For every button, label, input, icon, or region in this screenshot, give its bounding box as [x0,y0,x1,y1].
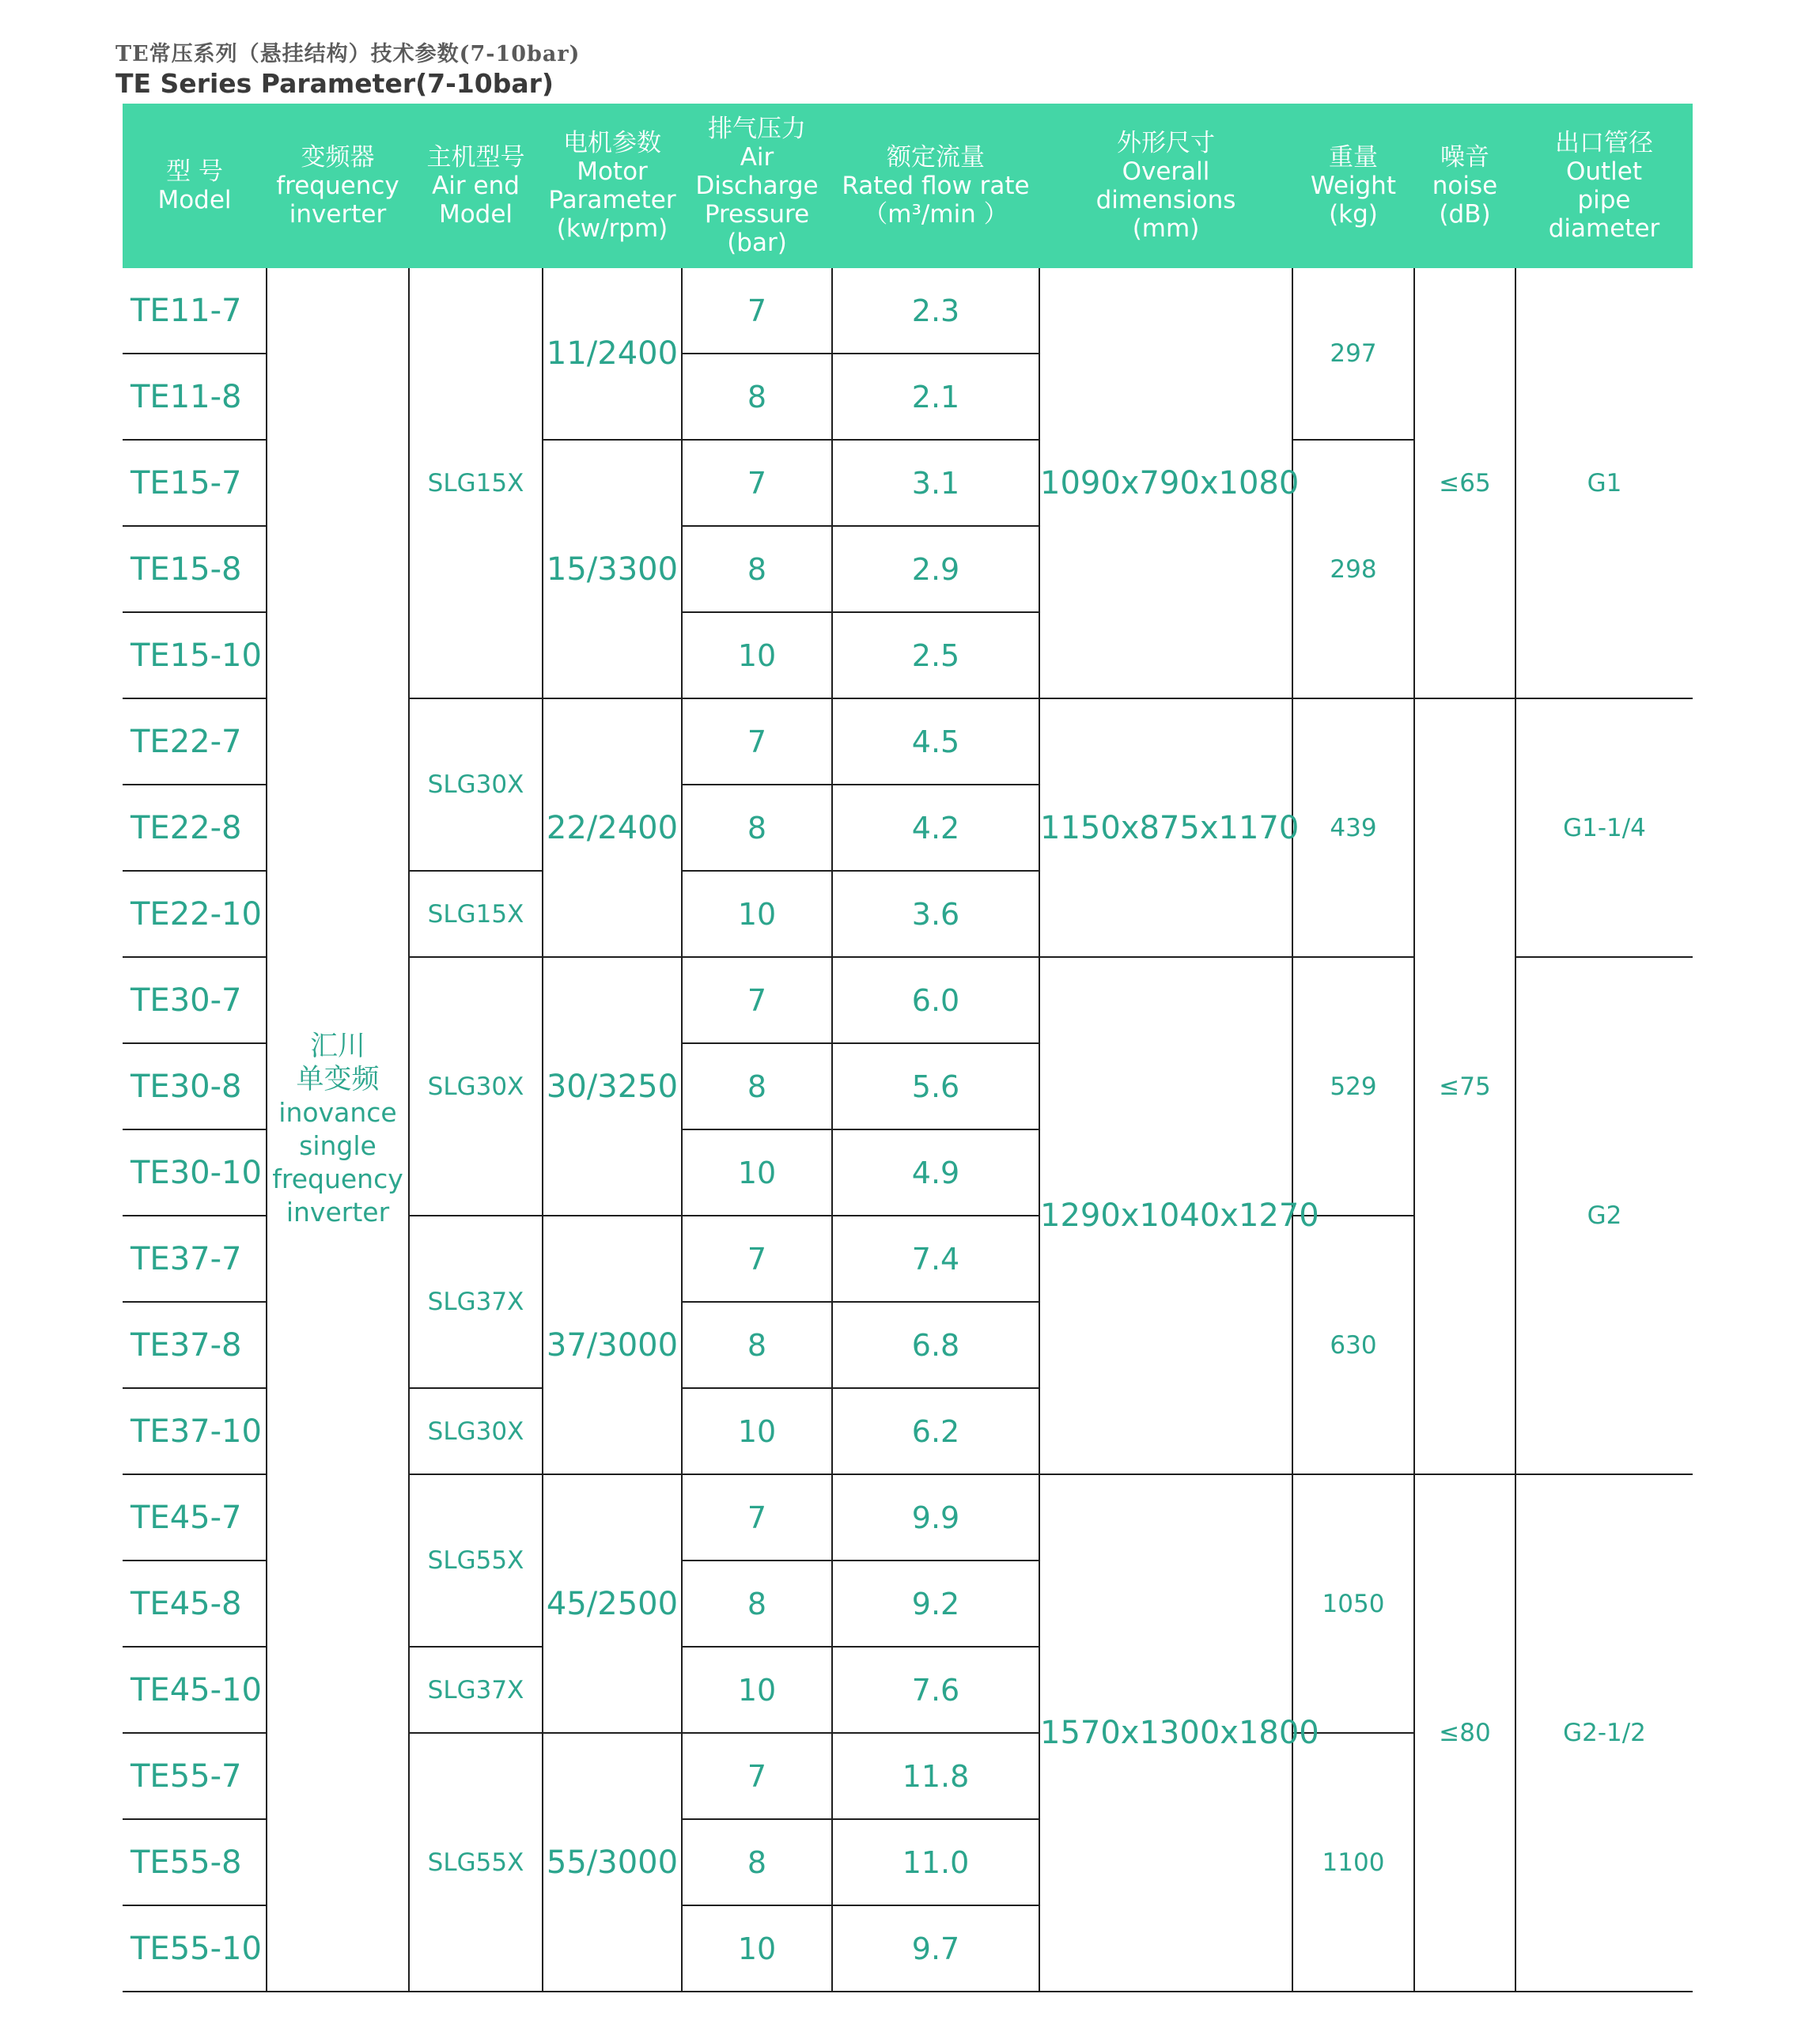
header-inverter: 变频器 frequency inverter [267,104,409,268]
model-cell: TE30-8 [123,1043,267,1129]
model-cell: TE15-7 [123,440,267,526]
airend-cell: SLG30X [409,957,543,1216]
header-flow: 额定流量 Rated flow rate （m³/min ） [832,104,1039,268]
flow-cell: 6.0 [832,957,1039,1043]
model-cell: TE30-7 [123,957,267,1043]
outlet-cell: G2-1/2 [1515,1474,1693,1992]
header-weight: 重量 Weight (kg) [1292,104,1414,268]
motor-cell: 11/2400 [543,268,682,440]
pressure-cell: 10 [682,1388,832,1474]
weight-cell: 1050 [1292,1474,1414,1733]
model-cell: TE30-10 [123,1129,267,1216]
header-dimensions: 外形尺寸 Overall dimensions (mm) [1039,104,1292,268]
pressure-cell: 7 [682,698,832,785]
model-cell: TE45-8 [123,1561,267,1647]
flow-cell: 4.2 [832,785,1039,871]
airend-cell: SLG55X [409,1474,543,1647]
pressure-cell: 7 [682,268,832,354]
flow-cell: 7.6 [832,1647,1039,1733]
motor-cell: 15/3300 [543,440,682,698]
model-cell: TE37-10 [123,1388,267,1474]
pressure-cell: 10 [682,871,832,957]
pressure-cell: 10 [682,1129,832,1216]
model-cell: TE22-7 [123,698,267,785]
dimensions-cell: 1570x1300x1800 [1039,1474,1292,1992]
header-pressure: 排气压力 Air Discharge Pressure (bar) [682,104,832,268]
model-cell: TE11-8 [123,354,267,440]
flow-cell: 6.2 [832,1388,1039,1474]
pressure-cell: 8 [682,785,832,871]
pressure-cell: 7 [682,957,832,1043]
airend-cell: SLG15X [409,871,543,957]
inverter-cell: 汇川 单变频 inovance single frequency inverter [267,268,409,1992]
flow-cell: 2.3 [832,268,1039,354]
model-cell: TE15-10 [123,612,267,698]
weight-cell: 439 [1292,698,1414,957]
model-cell: TE37-8 [123,1302,267,1388]
flow-cell: 9.2 [832,1561,1039,1647]
flow-cell: 11.0 [832,1819,1039,1905]
airend-cell: SLG37X [409,1647,543,1733]
pressure-cell: 10 [682,1647,832,1733]
model-cell: TE37-7 [123,1216,267,1302]
model-cell: TE45-10 [123,1647,267,1733]
flow-cell: 9.7 [832,1905,1039,1992]
flow-cell: 3.6 [832,871,1039,957]
weight-cell: 630 [1292,1216,1414,1474]
flow-cell: 4.9 [832,1129,1039,1216]
flow-cell: 2.9 [832,526,1039,612]
header-outlet: 出口管径 Outlet pipe diameter [1515,104,1693,268]
model-cell: TE55-7 [123,1733,267,1819]
pressure-cell: 7 [682,440,832,526]
page-title-cn: TE常压系列（悬挂结构）技术参数(7-10bar) [115,42,581,66]
header-motor: 电机参数 Motor Parameter (kw/rpm) [543,104,682,268]
model-cell: TE55-10 [123,1905,267,1992]
model-cell: TE45-7 [123,1474,267,1561]
dimensions-cell: 1290x1040x1270 [1039,957,1292,1474]
noise-cell: ≤65 [1414,268,1515,698]
table-row [123,268,1693,354]
pressure-cell: 7 [682,1216,832,1302]
flow-cell: 6.8 [832,1302,1039,1388]
header-model: 型 号 Model [123,104,267,268]
pressure-cell: 7 [682,1474,832,1561]
header-noise: 噪音 noise (dB) [1414,104,1515,268]
pressure-cell: 8 [682,1043,832,1129]
weight-cell: 529 [1292,957,1414,1216]
model-cell: TE15-8 [123,526,267,612]
model-cell: TE11-7 [123,268,267,354]
flow-cell: 2.5 [832,612,1039,698]
weight-cell: 1100 [1292,1733,1414,1992]
flow-cell: 3.1 [832,440,1039,526]
parameter-table [123,104,1693,1992]
outlet-cell: G1 [1515,268,1693,698]
dimensions-cell: 1090x790x1080 [1039,268,1292,698]
page-title-en: TE Series Parameter(7-10bar) [115,68,554,99]
dimensions-cell: 1150x875x1170 [1039,698,1292,957]
table-header-row [123,104,1693,268]
noise-cell: ≤75 [1414,698,1515,1474]
noise-cell: ≤80 [1414,1474,1515,1992]
pressure-cell: 8 [682,526,832,612]
airend-cell: SLG30X [409,1388,543,1474]
header-airend: 主机型号 Air end Model [409,104,543,268]
pressure-cell: 7 [682,1733,832,1819]
airend-cell: SLG55X [409,1733,543,1992]
flow-cell: 4.5 [832,698,1039,785]
airend-cell: SLG37X [409,1216,543,1388]
motor-cell: 30/3250 [543,957,682,1216]
motor-cell: 37/3000 [543,1216,682,1474]
model-cell: TE55-8 [123,1819,267,1905]
airend-cell: SLG30X [409,698,543,871]
model-cell: TE22-10 [123,871,267,957]
motor-cell: 45/2500 [543,1474,682,1733]
pressure-cell: 8 [682,1819,832,1905]
flow-cell: 11.8 [832,1733,1039,1819]
pressure-cell: 8 [682,1302,832,1388]
flow-cell: 2.1 [832,354,1039,440]
pressure-cell: 8 [682,354,832,440]
weight-cell: 297 [1292,268,1414,440]
outlet-cell: G2 [1515,957,1693,1474]
pressure-cell: 8 [682,1561,832,1647]
flow-cell: 7.4 [832,1216,1039,1302]
weight-cell: 298 [1292,440,1414,698]
motor-cell: 55/3000 [543,1733,682,1992]
motor-cell: 22/2400 [543,698,682,957]
pressure-cell: 10 [682,1905,832,1992]
model-cell: TE22-8 [123,785,267,871]
outlet-cell: G1-1/4 [1515,698,1693,957]
pressure-cell: 10 [682,612,832,698]
flow-cell: 9.9 [832,1474,1039,1561]
airend-cell: SLG15X [409,268,543,698]
flow-cell: 5.6 [832,1043,1039,1129]
